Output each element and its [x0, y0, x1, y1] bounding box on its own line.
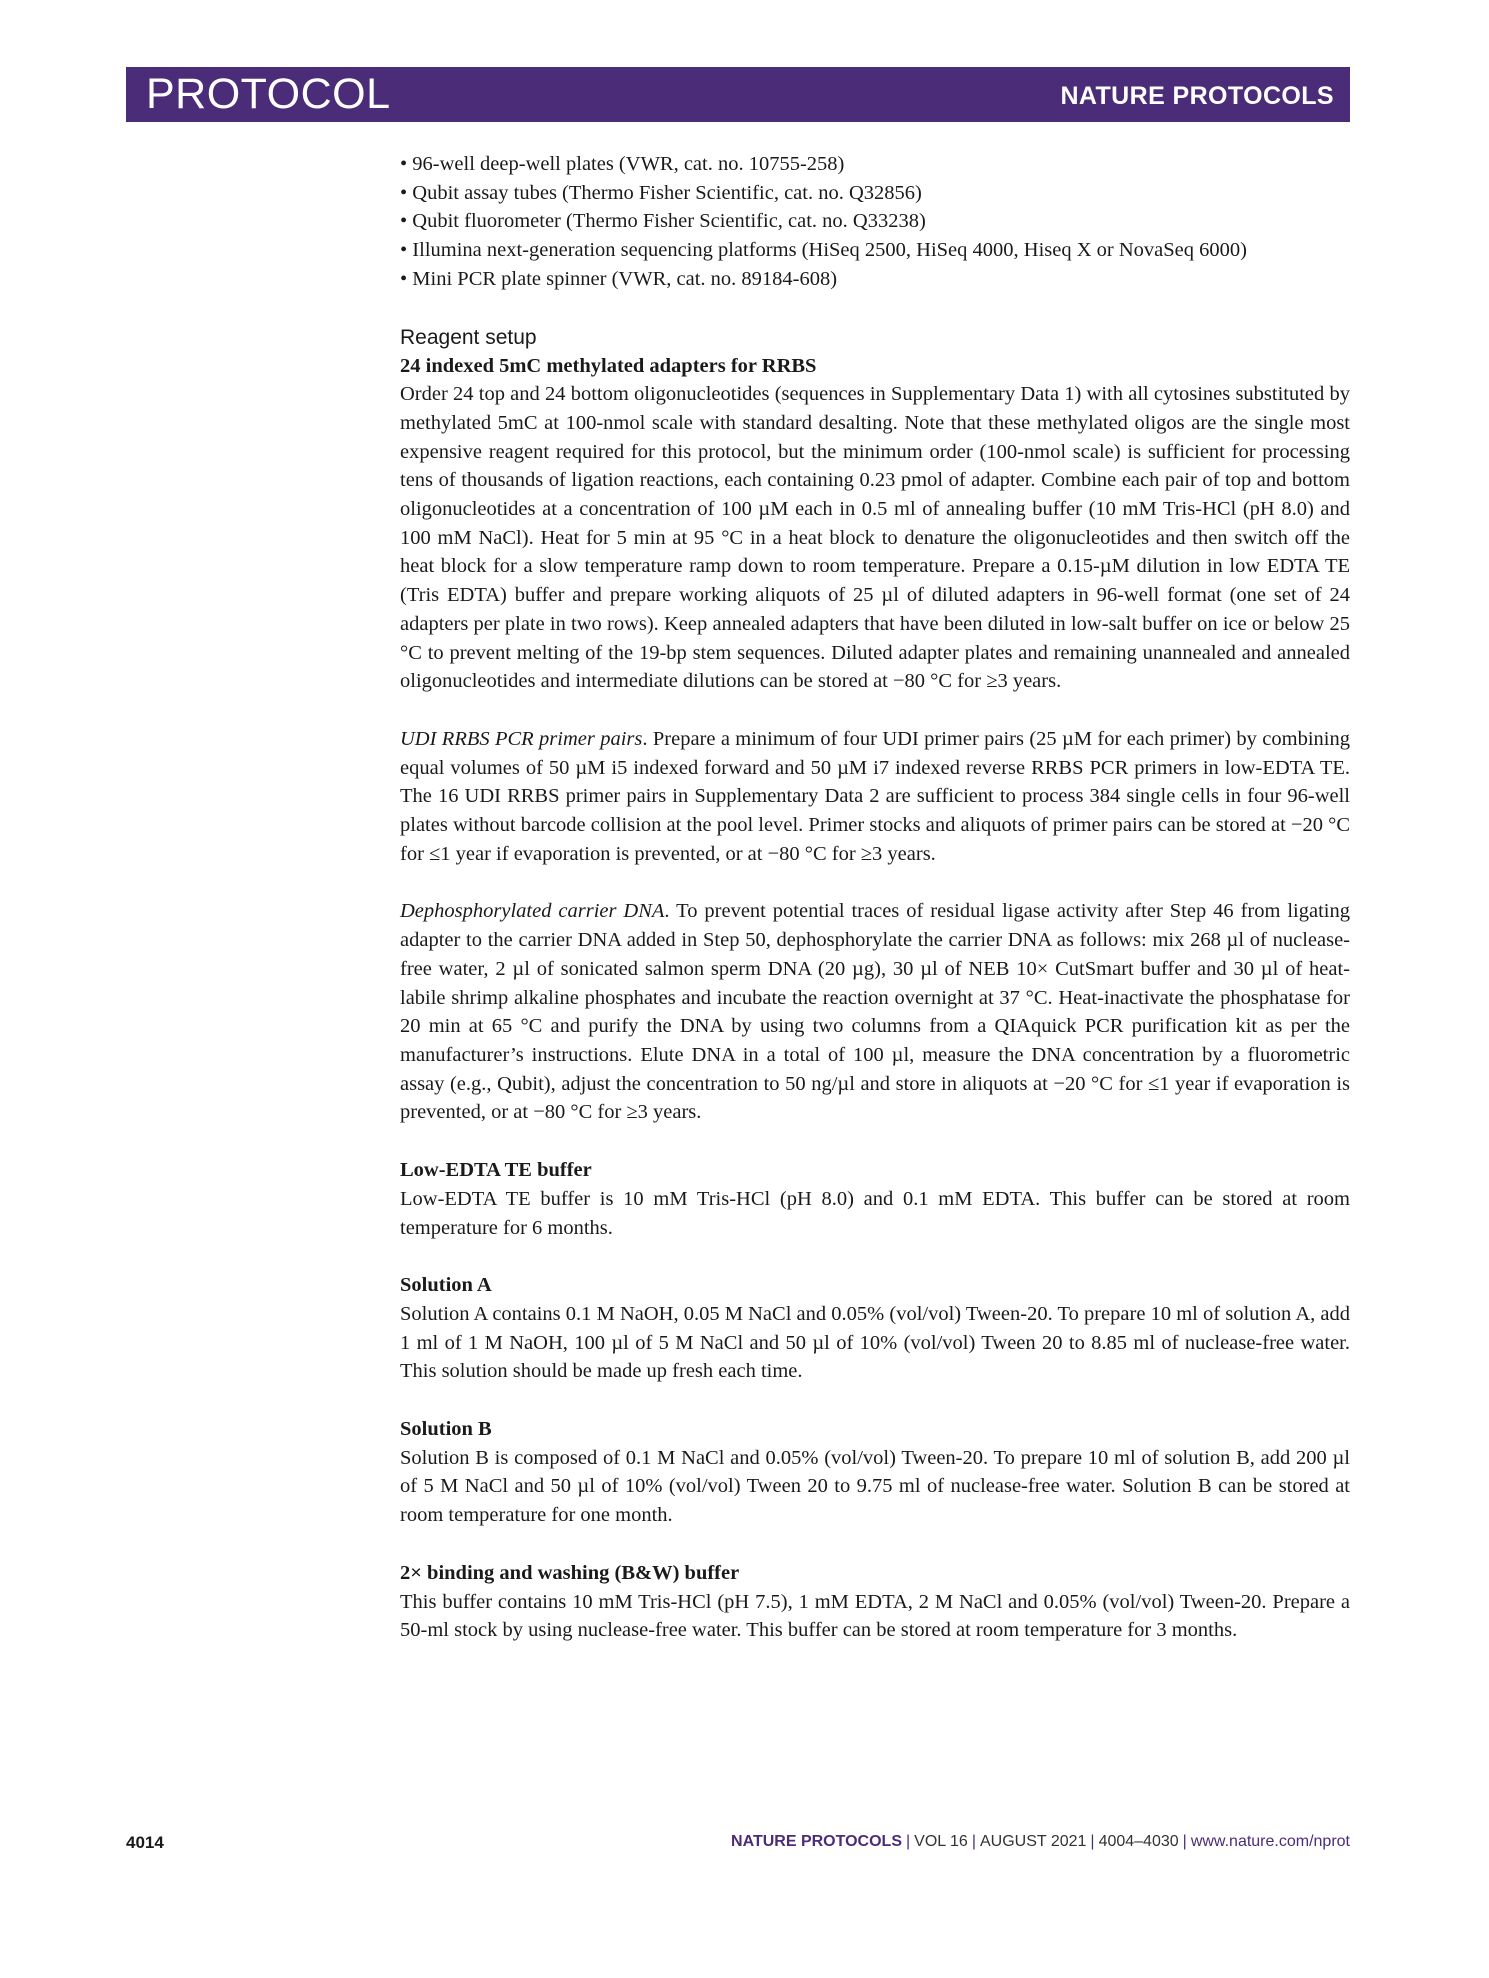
list-item: • Qubit assay tubes (Thermo Fisher Scientific, cat. no. Q32856)	[400, 181, 922, 204]
paragraph	[400, 897, 1350, 1127]
footer-separator: |	[971, 1833, 976, 1850]
subsection-title: Solution A	[400, 1274, 492, 1297]
equipment-list	[400, 150, 1350, 294]
adapters-block	[400, 352, 1350, 696]
footer-pages: 4004–4030	[1098, 1833, 1179, 1850]
paragraph: Solution A contains 0.1 M NaOH, 0.05 M NaCl and 0.05% (vol/vol) Tween-20. To prepare 10 ml of solution A, add 1 ml of 1 M NaOH, 100 µl of 5 M NaCl and 50 µl of 10% (vol/vol) Tween 20 to 8.85 ml of nuclease-free water. This solution should be made up fresh each time.	[400, 1302, 1350, 1383]
list-item: • Illumina next-generation sequencing platforms (HiSeq 2500, HiSeq 4000, Hiseq X or NovaSeq 6000)	[400, 239, 1247, 262]
footer-separator: |	[1090, 1833, 1095, 1850]
list-item: • Qubit fluorometer (Thermo Fisher Scientific, cat. no. Q33238)	[400, 210, 926, 233]
paragraph: Low-EDTA TE buffer is 10 mM Tris-HCl (pH 8.0) and 0.1 mM EDTA. This buffer can be stored at room temperature for 6 months.	[400, 1187, 1350, 1239]
bw-buffer-block	[400, 1559, 1350, 1645]
subsection-title: 24 indexed 5mC methylated adapters for RRBS	[400, 354, 817, 377]
paragraph: Order 24 top and 24 bottom oligonucleotides (sequences in Supplementary Data 1) with all cytosines substituted by methylated 5mC at 100-nmol scale with standard desalting. Note that these methylated oligos are the single most expensive reagent required for this protocol, but the minimum order (100-nmol scale) is sufficient for processing tens of thousands of ligation reactions, each containing 0.23 pmol of adapter. Combine each pair of top and bottom oligonucleotides at a concentration of 100 µM each in 0.5 ml of annealing buffer (10 mM Tris-HCl (pH 8.0) and 100 mM NaCl). Heat for 5 min at 95 °C in a heat block to denature the oligonucleotides and then switch off the heat block for a slow temperature ramp down to room temperature. Prepare a 0.15-µM dilution in low EDTA TE (Tris EDTA) buffer and prepare working aliquots of 25 µl of diluted adapters in 96-well format (one set of 24 adapters per plate in two rows). Keep annealed adapters that have been diluted in low-salt buffer on ice or below 25 °C to prevent melting of the 19-bp stem sequences. Diluted adapter plates and remaining unannealed and annealed oligonucleotides and intermediate dilutions can be stored at −80 °C for ≥3 years.	[400, 383, 1350, 693]
footer-date: AUGUST 2021	[979, 1833, 1087, 1850]
footer-journal: NATURE PROTOCOLS	[731, 1833, 902, 1850]
paragraph-lead: UDI RRBS PCR primer pairs	[400, 727, 643, 750]
page-number: 4014	[126, 1833, 164, 1852]
journal-label: NATURE PROTOCOLS	[1060, 82, 1334, 110]
primers-block	[400, 725, 1350, 869]
footer-url-link[interactable]: www.nature.com/nprot	[1190, 1833, 1350, 1850]
paragraph-body: . Prepare a minimum of four UDI primer pairs (25 µM for each primer) by combining equal volumes of 50 µM i5 indexed forward and 50 µM i7 indexed reverse RRBS PCR primers in low-EDTA TE. The 16 UDI RRBS primer pairs in Supplementary Data 2 are sufficient to process 384 single cells in four 96-well plates without barcode collision at the pool level. Primer stocks and aliquots of primer pairs can be stored at −20 °C for ≤1 year if evaporation is prevented, or at −80 °C for ≥3 years.	[400, 727, 1350, 865]
section-heading: Reagent setup	[400, 325, 537, 349]
subsection-title: Solution B	[400, 1418, 492, 1441]
low-edta-block	[400, 1156, 1350, 1242]
footer-separator: |	[1182, 1833, 1187, 1850]
paragraph	[400, 725, 1350, 869]
paragraph-body: . To prevent potential traces of residual ligase activity after Step 46 from ligating adapter to the carrier DNA added in Step 50, dephosphorylate the carrier DNA as follows: mix 268 µl of nuclease-free water, 2 µl of sonicated salmon sperm DNA (20 µg), 30 µl of NEB 10× CutSmart buffer and 30 µl of heat-labile shrimp alkaline phosphates and incubate the reaction overnight at 37 °C. Heat-inactivate the phosphatase for 20 min at 65 °C and purify the DNA by using two columns from a QIAquick PCR purification kit as per the manufacturer’s instructions. Elute DNA in a total of 100 µl, measure the DNA concentration by a fluorometric assay (e.g., Qubit), adjust the concentration to 50 ng/µl and store in aliquots at −20 °C for ≤1 year if evaporation is prevented, or at −80 °C for ≥3 years.	[400, 900, 1350, 1124]
carrier-block	[400, 897, 1350, 1127]
footer-citation	[731, 1833, 1350, 1851]
footer-separator: |	[906, 1833, 911, 1850]
paragraph: This buffer contains 10 mM Tris-HCl (pH 7.5), 1 mM EDTA, 2 M NaCl and 0.05% (vol/vol) Tween-20. Prepare a 50-ml stock by using nuclease-free water. This buffer can be stored at room temperature for 3 months.	[400, 1590, 1350, 1642]
solution-b-block	[400, 1415, 1350, 1530]
subsection-title: 2× binding and washing (B&W) buffer	[400, 1561, 740, 1584]
solution-a-block	[400, 1271, 1350, 1386]
subsection-title: Low-EDTA TE buffer	[400, 1159, 592, 1182]
paragraph: Solution B is composed of 0.1 M NaCl and 0.05% (vol/vol) Tween-20. To prepare 10 ml of solution B, add 200 µl of 5 M NaCl and 50 µl of 10% (vol/vol) Tween 20 to 9.75 ml of nuclease-free water. Solution B can be stored at room temperature for one month.	[400, 1446, 1350, 1527]
main-content	[400, 150, 1350, 1645]
footer-volume: VOL 16	[914, 1833, 968, 1850]
header-bar	[126, 67, 1350, 122]
paragraph-lead: Dephosphorylated carrier DNA	[400, 900, 665, 923]
section-label: PROTOCOL	[146, 70, 391, 118]
list-item: • 96-well deep-well plates (VWR, cat. no. 10755-258)	[400, 153, 845, 175]
list-item: • Mini PCR plate spinner (VWR, cat. no. 89184-608)	[400, 267, 838, 290]
